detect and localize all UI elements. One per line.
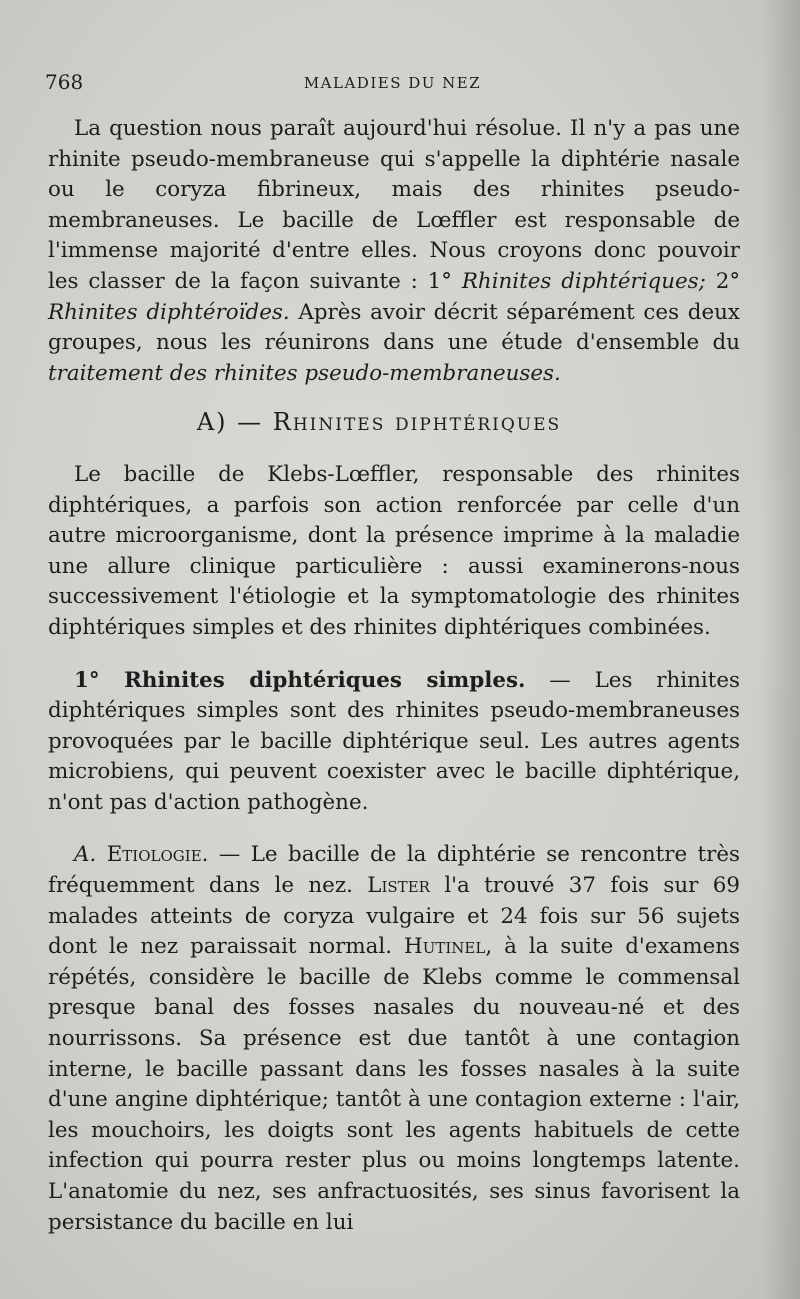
intro-text-3: Après avoir décrit séparément ces deux groupes, nous les réunirons dans une étude d'ensemble du (48, 299, 740, 356)
intro-paragraph (48, 114, 740, 389)
author-lister: Lister (367, 873, 430, 899)
intro-italic-3: traitement des rhinites pseudo-membraneuses. (48, 360, 561, 386)
bacillus-paragraph: Le bacille de Klebs-Lœffler, responsable des rhinites diphtériques, a parfois son action renforcée par celle d'un autre microorganisme, dont la présence imprime à la maladie une allure clinique particulière : aussi examinerons-nous successivement l'étiologie et la symptomatologie des rhinites diphtériques simples et des rhinites diphtériques combinées. (48, 461, 740, 640)
author-hutinel: Hutinel (404, 934, 486, 960)
etiology-heading: Etiologie. (106, 842, 209, 868)
page-body (48, 114, 740, 1238)
intro-text-1: La question nous paraît aujourd'hui résolue. Il n'y a pas une rhinite pseudo-membraneuse qui s'appelle la diphtérie nasale ou le coryza fibrineux, mais des rhinites pseudo-membraneuses. Le bacille de Lœffler est responsable de l'immense majorité d'entre elles. Nous croyons donc pouvoir les classer de la façon suivante : 1° (48, 116, 740, 294)
etiology-text-3: , à la suite d'examens répétés, considère le bacille de Klebs comme le commensal presque banal des fosses nasales du nouveau-né et des nourrissons. Sa présence est due tantôt à une contagion interne, le bacille passant dans les fosses nasales à la suite d'une angine diphtérique; tantôt à une contagion externe : l'air, les mouchoirs, les doigts sont les agents habituels de cette infection qui pourra rester plus ou moins longtemps latente. L'anatomie du nez, ses anfractuosités, ses sinus favorisent la persistance du bacille en lui (48, 934, 740, 1235)
intro-italic-1: Rhinites diphtériques; (461, 268, 716, 294)
etiology-text-1: — Le bacille de la diphtérie se rencontre très fréquemment dans le nez. (48, 842, 741, 899)
intro-text-2: 2° (715, 268, 741, 294)
running-title: MALADIES DU NEZ (303, 74, 482, 92)
etiology-letter: A. (74, 842, 107, 868)
page-number: 768 (45, 70, 84, 94)
page-header (45, 70, 740, 100)
subsection-heading: 1° Rhinites diphtériques simples. (74, 667, 526, 693)
etiology-paragraph (48, 840, 740, 1238)
intro-italic-2: Rhinites diphtéroïdes. (48, 299, 290, 325)
section-heading: A) — Rhinites diphtériques (196, 408, 562, 437)
subsection-text: — Les rhinites diphtériques simples sont des rhinites pseudo-membraneuses provoquées par le bacille diphtérique seul. Les autres agents microbiens, qui peuvent coexister avec le bacille diphtérique, n'ont pas d'action pathogène. (48, 667, 740, 815)
subsection-paragraph (48, 666, 740, 819)
etiology-text-2: l'a trouvé 37 fois sur 69 malades atteints de coryza vulgaire et 24 fois sur 56 sujets dont le nez paraissait normal. (48, 873, 740, 960)
